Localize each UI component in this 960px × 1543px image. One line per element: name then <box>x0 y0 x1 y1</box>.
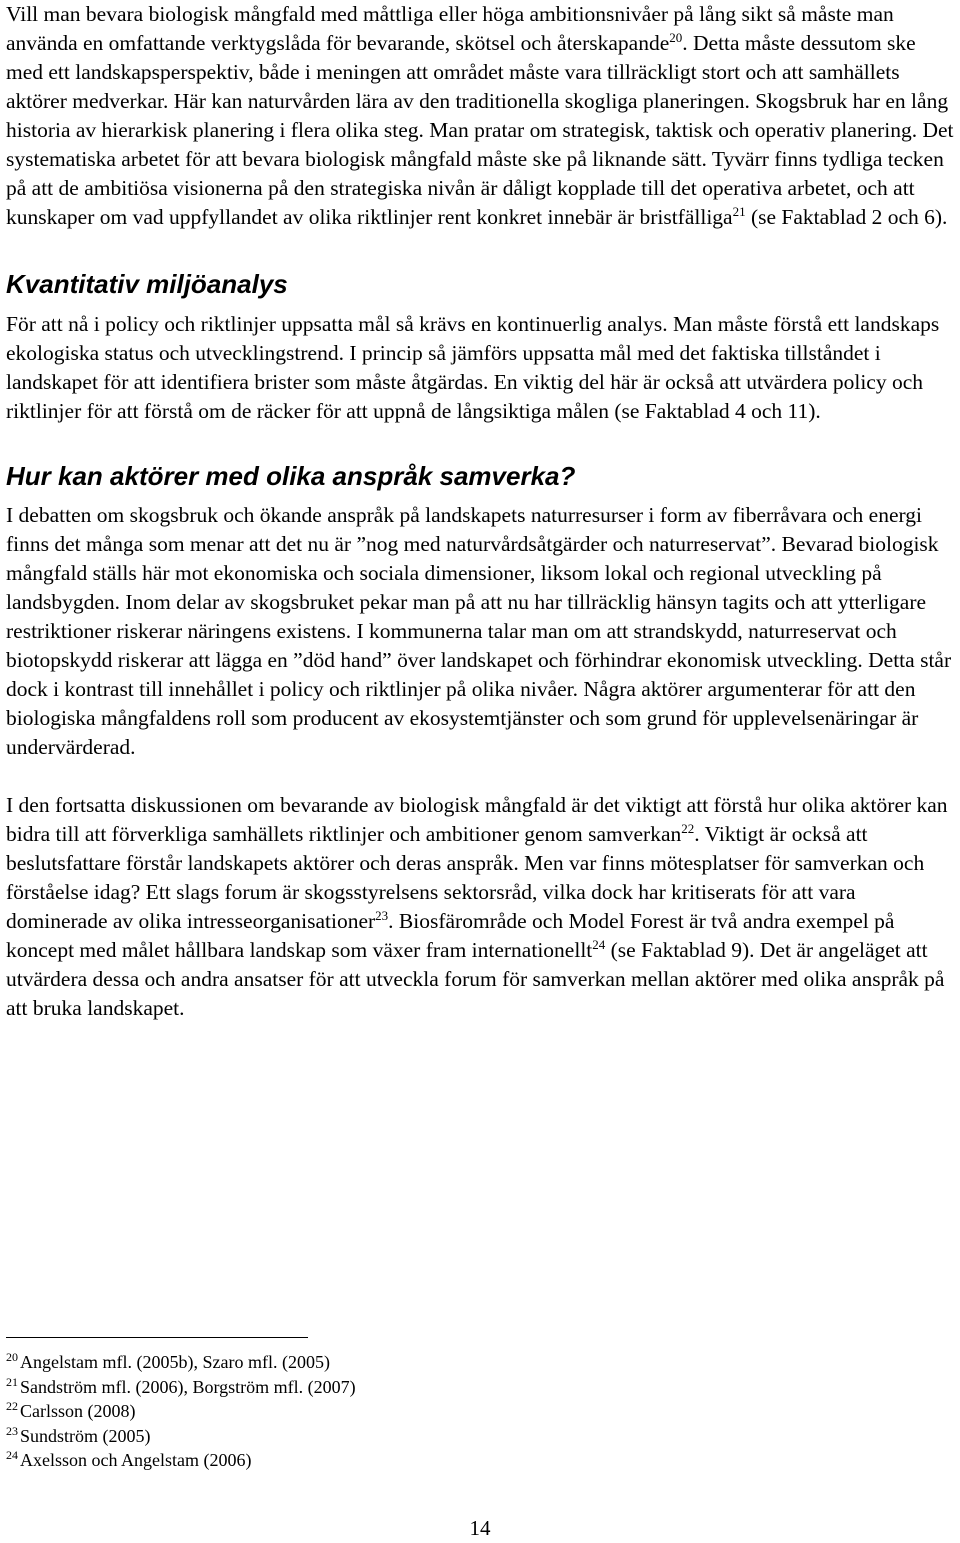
paragraph-text: (se Faktablad 9). Det är angeläget att utvärdera dessa och andra ansatser för att utveckla forum för samverkan mellan aktörer med olika anspråk på att bruka landskapet. <box>6 938 945 1020</box>
paragraph-text: . Biosfärområde och Model Forest är två andra exempel på koncept med målet hållbara landskap som växer fram internationellt <box>6 909 895 962</box>
footnote-text: Carlsson (2008) <box>20 1401 136 1421</box>
footnote-text: Sundström (2005) <box>20 1425 151 1446</box>
paragraph-text: I den fortsatta diskussionen om bevarande av biologisk mångfald är det viktigt att förstå hur olika aktörer kan bidra till att förverkliga samhällets riktlinjer och ambitioner genom samverkan <box>6 793 948 846</box>
footnote <box>6 1375 606 1400</box>
footnote <box>6 1424 606 1449</box>
footnote-number: 24 <box>6 1448 18 1462</box>
paragraph-text: . Detta måste dessutom ske med ett landskapsperspektiv, både i meningen att området måste vara tillräckligt stort och att samhällets aktörer medverkar. Här kan naturvården lära av den traditionella skogliga planeringen. Skogsbruk har en lång historia av hierarkisk planering i flera olika steg. Man pratar om strategisk, taktisk och operativ planering. Det systematiska arbetet för att bevara biologisk mångfald måste ske på liknande sätt. Tyvärr finns tydliga tecken på att de ambitiösa visionerna på den strategiska nivån är dåligt kopplade till det operativa arbetet, och att kunskaper om vad uppfyllandet av olika riktlinjer rent konkret innebär är bristfälliga <box>6 31 954 229</box>
footnote <box>6 1399 606 1424</box>
footnote-number: 21 <box>6 1374 18 1389</box>
page-number: 14 <box>469 1516 491 1540</box>
footnote <box>6 1350 606 1375</box>
footnote-ref[interactable]: 24 <box>592 937 606 952</box>
footnote-ref[interactable]: 21 <box>732 204 746 219</box>
footnote-ref[interactable]: 20 <box>669 30 683 45</box>
section-heading-cooperation: Hur kan aktörer med olika anspråk samverka? <box>6 461 576 491</box>
paragraph-text: (se Faktablad 2 och 6). <box>745 205 948 229</box>
paragraph-cooperation-forums <box>6 791 954 1023</box>
paragraph-landscape-planning <box>6 0 954 232</box>
section-heading-quantitative-analysis: Kvantitativ miljöanalys <box>6 269 288 299</box>
footnote-divider <box>6 1337 308 1338</box>
paragraph-text: . Viktigt är också att beslutsfattare förstår landskapets aktörer och deras anspråk. Men var finns mötesplatser för samverkan och förståelse idag? Ett slags forum är skogsstyrelsens sektorsråd, vilka dock har kritiserats för att vara dominerade av olika intresseorganisationer <box>6 822 925 933</box>
footnote-ref[interactable]: 22 <box>681 821 695 836</box>
paragraph-forestry-debate: I debatten om skogsbruk och ökande anspråk på landskapets naturresurser i form av fiberråvara och energi finns det många som menar att det nu är ”nog med naturvårdsåtgärder och naturreservat”. Bevarad biologisk mångfald ställs här mot ekonomiska och sociala dimensioner, liksom lokal och regional utveckling på landsbygden. Inom delar av skogsbruket pekar man på att nu har tillräcklig hänsyn tagits och att ytterligare restriktioner riskerar näringens existens. I kommunerna talar man om att strandskydd, naturreservat och biotopskydd riskerar att lägga en ”död hand” över landskapet och förhindrar ekonomisk utveckling. Detta står dock i kontrast till innehållet i policy och riktlinjer på olika nivåer. Några aktörer argumenterar för att den biologiska mångfaldens roll som producent av ekosystemtjänster och som grund för upplevelsenäringar är undervärderad. <box>6 503 952 759</box>
footnote-ref[interactable]: 23 <box>375 908 389 923</box>
footnote-text: Sandström mfl. (2006), Borgström mfl. (2007) <box>20 1376 356 1397</box>
footnote-number: 23 <box>6 1423 18 1438</box>
footnote-list <box>6 1350 606 1473</box>
paragraph-text: Vill man bevara biologisk mångfald med måttliga eller höga ambitionsnivåer på lång sikt så måste man använda en omfattande verktygslåda för bevarande, skötsel och återskapande <box>6 2 894 55</box>
footnote-text: Angelstam mfl. (2005b), Szaro mfl. (2005) <box>20 1352 330 1372</box>
paragraph-quantitative-analysis: För att nå i policy och riktlinjer uppsatta mål så krävs en kontinuerlig analys. Man måste förstå ett landskaps ekologiska status och utvecklingstrend. I princip så jämförs uppsatta mål med det faktiska tillståndet i landskapet för att identifiera brister som måste åtgärdas. En viktig del här är också att utvärdera policy och riktlinjer för att förstå om de räcker för att uppnå de långsiktiga målen (se Faktablad 4 och 11). <box>6 312 940 423</box>
footnote-number: 20 <box>6 1350 18 1364</box>
footnote-text: Axelsson och Angelstam (2006) <box>20 1450 252 1470</box>
footnote-number: 22 <box>6 1399 18 1413</box>
footnote <box>6 1448 606 1473</box>
